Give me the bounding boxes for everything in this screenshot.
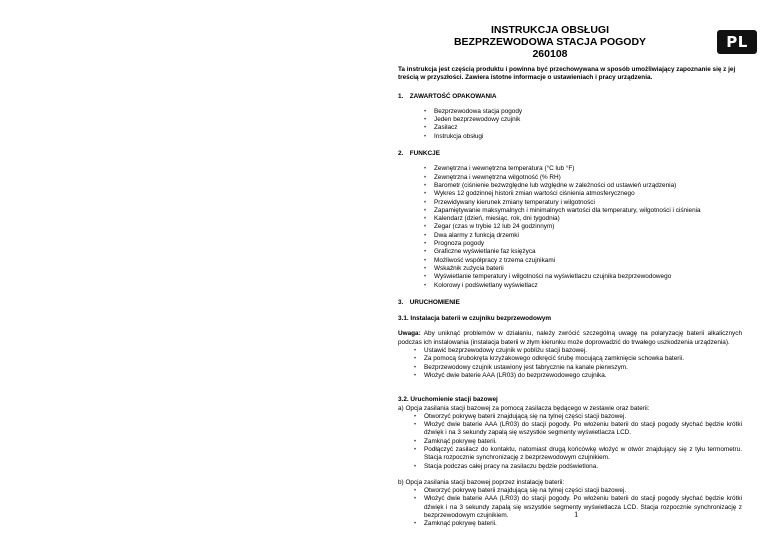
list-item: • Prognoza pogody — [424, 240, 742, 248]
list-item: • Podłączyć zasilacz do kontaktu, natomiast drugą końcówkę włożyć w otwór znajdujący się z tyłu termometru. Stacja rozpocznie synchronizację z bezprzewodowym czujnikiem. — [414, 446, 742, 463]
list-item: • Otworzyć pokrywę baterii znajdującą się na tylnej części stacji bazowej. — [414, 487, 742, 495]
list-item: • Włożyć dwie baterie AAA (LR03) do bezprzewodowego czujnika. — [414, 372, 742, 380]
section-heading-startup — [398, 299, 742, 307]
list-item: • Ustawić bezprzewodowy czujnik w pobliżu stacji bazowej. — [414, 347, 742, 355]
section-number: 2. — [398, 150, 404, 158]
note-label: Uwaga: — [398, 330, 421, 338]
list-item: • Barometr (ciśnienie bezwzględne lub względne w zależności od ustawień urządzenia) — [424, 182, 742, 190]
list-item: • Stacja podczas całej pracy na zasilaczu będzie podświetlona. — [414, 463, 742, 471]
list-item: • Włożyć dwie baterie AAA (LR03) do stacji pogody. Po włożeniu baterii do stacji pogody słychać będzie krótki dźwięk i na 3 sekundy zapalą się wszystkie segmenty wyświetlacza LCD. — [414, 421, 742, 438]
list-item: • Zasilacz — [424, 124, 742, 132]
list-item: • Kalendarz (dzień, miesiąc, rok, dni tygodnia) — [424, 215, 742, 223]
option-a-steps-list — [398, 413, 742, 471]
subsection-heading-sensor-battery: 3.1. Instalacja baterii w czujniku bezprzewodowym — [398, 315, 552, 323]
document-body — [398, 66, 742, 529]
list-item: • Dwa alarmy z funkcją drzemki — [424, 232, 742, 240]
section-heading-contents — [398, 93, 742, 101]
document-title — [380, 24, 720, 60]
list-item: • Zewnętrzna i wewnętrzna temperatura (°C lub °F) — [424, 165, 742, 173]
list-item: • Zamknąć pokrywę baterii. — [414, 520, 742, 528]
list-item: • Zewnętrzna i wewnętrzna wilgotność (% RH) — [424, 174, 742, 182]
subsection-heading-base-station: 3.2. Uruchomienie stacji bazowej — [398, 396, 498, 404]
title-line-2: BEZPRZEWODOWA STACJA POGODY — [453, 36, 647, 48]
features-list — [398, 165, 742, 289]
section-heading-features — [398, 150, 742, 158]
option-a-intro: a) Opcja zasilania stacji bazowej za pomocą zasilacza będącego w zestawie oraz baterii: — [398, 404, 650, 412]
list-item: • Bezprzewodowa stacja pogody — [424, 108, 742, 116]
list-item: • Zegar (czas w trybie 12 lub 24 godzinnym) — [424, 223, 742, 231]
model-number: 260108 — [532, 48, 568, 60]
warning-note — [398, 330, 742, 347]
section-title: FUNKCJE — [409, 150, 440, 158]
list-item: • Wykres 12 godzinnej historii zmian wartości ciśnienia atmosferycznego — [424, 190, 742, 198]
section-number: 1. — [398, 92, 404, 100]
option-b-intro: b) Opcja zasilania stacji bazowej poprzez instalację baterii: — [398, 478, 565, 486]
sensor-steps-list — [398, 347, 742, 380]
package-contents-list — [398, 108, 742, 141]
list-item: • Bezprzewodowy czujnik ustawiony jest fabrycznie na kanale pierwszym. — [414, 364, 742, 372]
list-item: • Jeden bezprzewodowy czujnik — [424, 116, 742, 124]
section-title: ZAWARTOŚĆ OPAKOWANIA — [409, 92, 497, 100]
list-item: • Wskaźnik zużycia baterii — [424, 265, 742, 273]
option-b-steps-list — [398, 487, 742, 528]
list-item: • Zamknąć pokrywę baterii. — [414, 438, 742, 446]
list-item: • Zapamiętywanie maksymalnych i minimalnych wartości dla temperatury, wilgotności i ciśnienia — [424, 207, 742, 215]
list-item: • Za pomocą śrubokręta krzyżakowego odkręcić śrubę mocującą zamknięcie schowka baterii. — [414, 355, 742, 363]
section-number: 3. — [398, 298, 404, 306]
note-text: Aby uniknąć problemów w działaniu, należy zwrócić szczególną uwagę na polaryzację baterii alkalicznych podczas ich instalowania (instalacja baterii w złym kierunku może doprowadzić do trwałego uszkodzenia urządzenia). — [398, 330, 742, 346]
list-item: • Wyświetlanie temperatury i wilgotności na wyświetlaczu czujnika bezprzewodowego — [424, 273, 742, 281]
list-item: • Możliwość współpracy z trzema czujnikami — [424, 257, 742, 265]
list-item: • Instrukcja obsługi — [424, 133, 742, 141]
language-badge: PL — [717, 30, 757, 54]
intro-paragraph: Ta instrukcja jest częścią produktu i powinna być przechowywana w sposób umożliwiający zapoznanie się z jej treścią w przyszłości. Zawiera istotne informacje o ustawieniach i pracy urządzenia. — [398, 66, 736, 82]
list-item: • Przewidywany kierunek zmiany temperatury i wilgotności — [424, 199, 742, 207]
page-number: 1 — [574, 509, 579, 519]
list-item: • Kolorowy i podświetlany wyświetlacz — [424, 282, 742, 290]
list-item: • Włożyć dwie baterie AAA (LR03) do stacji pogody. Po włożeniu baterii do stacji pogody słychać będzie krótki dźwięk i na 3 sekundy zapalą się wszystkie segmenty wyświetlacza LCD. Stacja rozpocznie synchronizację z bezprzewodowym czujnikiem. — [414, 495, 742, 520]
list-item: • Graficzne wyświetlanie faz księżyca — [424, 248, 742, 256]
section-title: URUCHOMIENIE — [409, 298, 460, 306]
title-line-1: INSTRUKCJA OBSŁUGI — [490, 24, 610, 36]
list-item: • Otworzyć pokrywę baterii znajdującą się na tylnej części stacji bazowej. — [414, 413, 742, 421]
